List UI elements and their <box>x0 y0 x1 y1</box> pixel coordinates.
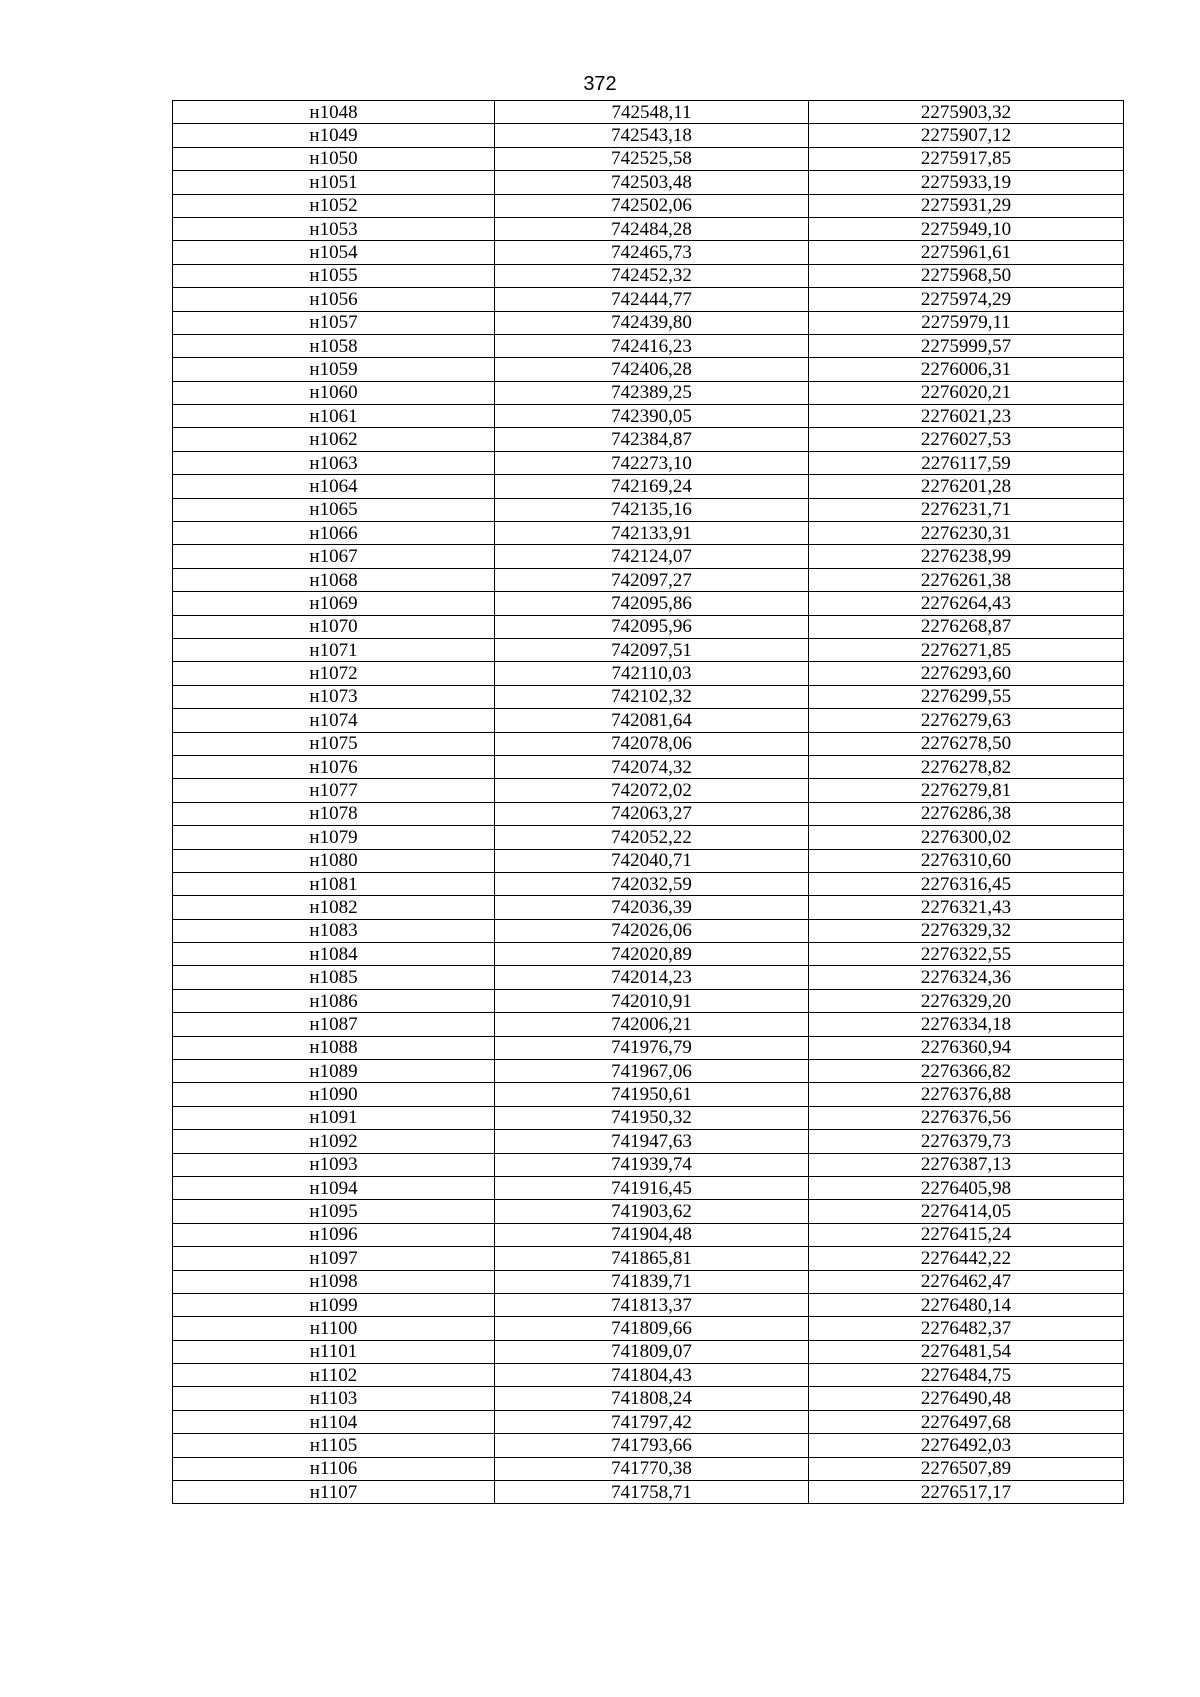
table-row <box>173 685 1124 708</box>
coordinates-table-body <box>173 101 1124 1504</box>
table-row <box>173 826 1124 849</box>
y-coordinate-cell: 2276484,75 <box>809 1364 1124 1387</box>
x-coordinate-cell: 742032,59 <box>495 872 809 895</box>
point-id-cell: н1058 <box>173 334 495 357</box>
table-row <box>173 451 1124 474</box>
x-coordinate-cell: 742502,06 <box>495 194 809 217</box>
table-row <box>173 1060 1124 1083</box>
x-coordinate-cell: 741947,63 <box>495 1130 809 1153</box>
x-coordinate-cell: 742036,39 <box>495 896 809 919</box>
table-row <box>173 405 1124 428</box>
table-row <box>173 919 1124 942</box>
point-id-cell: н1104 <box>173 1410 495 1433</box>
x-coordinate-cell: 742081,64 <box>495 709 809 732</box>
table-row <box>173 755 1124 778</box>
point-id-cell: н1103 <box>173 1387 495 1410</box>
x-coordinate-cell: 742072,02 <box>495 779 809 802</box>
y-coordinate-cell: 2276507,89 <box>809 1457 1124 1480</box>
point-id-cell: н1098 <box>173 1270 495 1293</box>
table-row <box>173 1153 1124 1176</box>
point-id-cell: н1089 <box>173 1060 495 1083</box>
x-coordinate-cell: 741809,66 <box>495 1317 809 1340</box>
point-id-cell: н1105 <box>173 1434 495 1457</box>
point-id-cell: н1074 <box>173 709 495 732</box>
point-id-cell: н1082 <box>173 896 495 919</box>
x-coordinate-cell: 742014,23 <box>495 966 809 989</box>
x-coordinate-cell: 742273,10 <box>495 451 809 474</box>
x-coordinate-cell: 742390,05 <box>495 405 809 428</box>
point-id-cell: н1087 <box>173 1013 495 1036</box>
point-id-cell: н1080 <box>173 849 495 872</box>
x-coordinate-cell: 742124,07 <box>495 545 809 568</box>
point-id-cell: н1078 <box>173 802 495 825</box>
x-coordinate-cell: 742503,48 <box>495 171 809 194</box>
y-coordinate-cell: 2276021,23 <box>809 405 1124 428</box>
y-coordinate-cell: 2276405,98 <box>809 1176 1124 1199</box>
y-coordinate-cell: 2276261,38 <box>809 568 1124 591</box>
table-row <box>173 147 1124 170</box>
y-coordinate-cell: 2276481,54 <box>809 1340 1124 1363</box>
x-coordinate-cell: 742020,89 <box>495 943 809 966</box>
table-row <box>173 264 1124 287</box>
table-row <box>173 1317 1124 1340</box>
point-id-cell: н1096 <box>173 1223 495 1246</box>
point-id-cell: н1088 <box>173 1036 495 1059</box>
point-id-cell: н1048 <box>173 101 495 124</box>
table-row <box>173 475 1124 498</box>
point-id-cell: н1067 <box>173 545 495 568</box>
point-id-cell: н1066 <box>173 522 495 545</box>
x-coordinate-cell: 742078,06 <box>495 732 809 755</box>
x-coordinate-cell: 741804,43 <box>495 1364 809 1387</box>
x-coordinate-cell: 742095,96 <box>495 615 809 638</box>
y-coordinate-cell: 2276376,56 <box>809 1106 1124 1129</box>
y-coordinate-cell: 2276278,82 <box>809 755 1124 778</box>
table-row <box>173 709 1124 732</box>
y-coordinate-cell: 2275999,57 <box>809 334 1124 357</box>
table-row <box>173 849 1124 872</box>
table-row <box>173 545 1124 568</box>
point-id-cell: н1056 <box>173 288 495 311</box>
table-row <box>173 1176 1124 1199</box>
table-row <box>173 522 1124 545</box>
y-coordinate-cell: 2276006,31 <box>809 358 1124 381</box>
x-coordinate-cell: 742006,21 <box>495 1013 809 1036</box>
page-number: 372 <box>583 73 617 95</box>
point-id-cell: н1064 <box>173 475 495 498</box>
table-row <box>173 1434 1124 1457</box>
x-coordinate-cell: 742110,03 <box>495 662 809 685</box>
y-coordinate-cell: 2276316,45 <box>809 872 1124 895</box>
x-coordinate-cell: 742169,24 <box>495 475 809 498</box>
y-coordinate-cell: 2276231,71 <box>809 498 1124 521</box>
y-coordinate-cell: 2276490,48 <box>809 1387 1124 1410</box>
table-row <box>173 989 1124 1012</box>
y-coordinate-cell: 2276482,37 <box>809 1317 1124 1340</box>
point-id-cell: н1092 <box>173 1130 495 1153</box>
table-row <box>173 1106 1124 1129</box>
point-id-cell: н1060 <box>173 381 495 404</box>
x-coordinate-cell: 742444,77 <box>495 288 809 311</box>
y-coordinate-cell: 2275903,32 <box>809 101 1124 124</box>
y-coordinate-cell: 2276264,43 <box>809 592 1124 615</box>
x-coordinate-cell: 742102,32 <box>495 685 809 708</box>
y-coordinate-cell: 2276366,82 <box>809 1060 1124 1083</box>
point-id-cell: н1070 <box>173 615 495 638</box>
x-coordinate-cell: 742097,51 <box>495 638 809 661</box>
y-coordinate-cell: 2276230,31 <box>809 522 1124 545</box>
table-row <box>173 1364 1124 1387</box>
table-row <box>173 592 1124 615</box>
table-row <box>173 381 1124 404</box>
table-row <box>173 872 1124 895</box>
table-row <box>173 779 1124 802</box>
table-row <box>173 1200 1124 1223</box>
x-coordinate-cell: 741797,42 <box>495 1410 809 1433</box>
x-coordinate-cell: 742439,80 <box>495 311 809 334</box>
table-row <box>173 498 1124 521</box>
point-id-cell: н1106 <box>173 1457 495 1480</box>
x-coordinate-cell: 741976,79 <box>495 1036 809 1059</box>
table-row <box>173 1340 1124 1363</box>
y-coordinate-cell: 2276414,05 <box>809 1200 1124 1223</box>
table-row <box>173 194 1124 217</box>
x-coordinate-cell: 741903,62 <box>495 1200 809 1223</box>
x-coordinate-cell: 742548,11 <box>495 101 809 124</box>
table-row <box>173 171 1124 194</box>
y-coordinate-cell: 2276334,18 <box>809 1013 1124 1036</box>
y-coordinate-cell: 2275917,85 <box>809 147 1124 170</box>
y-coordinate-cell: 2276279,81 <box>809 779 1124 802</box>
point-id-cell: н1107 <box>173 1481 495 1504</box>
point-id-cell: н1069 <box>173 592 495 615</box>
y-coordinate-cell: 2276415,24 <box>809 1223 1124 1246</box>
point-id-cell: н1097 <box>173 1247 495 1270</box>
point-id-cell: н1075 <box>173 732 495 755</box>
point-id-cell: н1063 <box>173 451 495 474</box>
y-coordinate-cell: 2276497,68 <box>809 1410 1124 1433</box>
y-coordinate-cell: 2276387,13 <box>809 1153 1124 1176</box>
point-id-cell: н1051 <box>173 171 495 194</box>
y-coordinate-cell: 2275907,12 <box>809 124 1124 147</box>
point-id-cell: н1090 <box>173 1083 495 1106</box>
y-coordinate-cell: 2276329,20 <box>809 989 1124 1012</box>
x-coordinate-cell: 741916,45 <box>495 1176 809 1199</box>
table-row <box>173 896 1124 919</box>
x-coordinate-cell: 742095,86 <box>495 592 809 615</box>
y-coordinate-cell: 2275931,29 <box>809 194 1124 217</box>
table-row <box>173 1293 1124 1316</box>
y-coordinate-cell: 2276462,47 <box>809 1270 1124 1293</box>
y-coordinate-cell: 2276293,60 <box>809 662 1124 685</box>
table-row <box>173 732 1124 755</box>
x-coordinate-cell: 742465,73 <box>495 241 809 264</box>
table-row <box>173 101 1124 124</box>
y-coordinate-cell: 2276329,32 <box>809 919 1124 942</box>
table-row <box>173 943 1124 966</box>
table-row <box>173 241 1124 264</box>
point-id-cell: н1068 <box>173 568 495 591</box>
point-id-cell: н1059 <box>173 358 495 381</box>
x-coordinate-cell: 741793,66 <box>495 1434 809 1457</box>
y-coordinate-cell: 2276517,17 <box>809 1481 1124 1504</box>
point-id-cell: н1057 <box>173 311 495 334</box>
point-id-cell: н1084 <box>173 943 495 966</box>
table-row <box>173 1457 1124 1480</box>
x-coordinate-cell: 741758,71 <box>495 1481 809 1504</box>
x-coordinate-cell: 741770,38 <box>495 1457 809 1480</box>
x-coordinate-cell: 741809,07 <box>495 1340 809 1363</box>
y-coordinate-cell: 2276278,50 <box>809 732 1124 755</box>
x-coordinate-cell: 742543,18 <box>495 124 809 147</box>
point-id-cell: н1076 <box>173 755 495 778</box>
y-coordinate-cell: 2276480,14 <box>809 1293 1124 1316</box>
x-coordinate-cell: 742135,16 <box>495 498 809 521</box>
table-row <box>173 1410 1124 1433</box>
table-row <box>173 1083 1124 1106</box>
y-coordinate-cell: 2276442,22 <box>809 1247 1124 1270</box>
point-id-cell: н1071 <box>173 638 495 661</box>
table-row <box>173 334 1124 357</box>
x-coordinate-cell: 742389,25 <box>495 381 809 404</box>
point-id-cell: н1053 <box>173 217 495 240</box>
y-coordinate-cell: 2275974,29 <box>809 288 1124 311</box>
coordinates-table <box>172 100 1124 1504</box>
point-id-cell: н1054 <box>173 241 495 264</box>
x-coordinate-cell: 741839,71 <box>495 1270 809 1293</box>
y-coordinate-cell: 2276027,53 <box>809 428 1124 451</box>
table-row <box>173 124 1124 147</box>
point-id-cell: н1061 <box>173 405 495 428</box>
point-id-cell: н1100 <box>173 1317 495 1340</box>
point-id-cell: н1073 <box>173 685 495 708</box>
point-id-cell: н1052 <box>173 194 495 217</box>
x-coordinate-cell: 742452,32 <box>495 264 809 287</box>
x-coordinate-cell: 742026,06 <box>495 919 809 942</box>
x-coordinate-cell: 742063,27 <box>495 802 809 825</box>
point-id-cell: н1077 <box>173 779 495 802</box>
y-coordinate-cell: 2275968,50 <box>809 264 1124 287</box>
x-coordinate-cell: 742484,28 <box>495 217 809 240</box>
x-coordinate-cell: 741865,81 <box>495 1247 809 1270</box>
point-id-cell: н1083 <box>173 919 495 942</box>
x-coordinate-cell: 741939,74 <box>495 1153 809 1176</box>
y-coordinate-cell: 2276286,38 <box>809 802 1124 825</box>
y-coordinate-cell: 2276268,87 <box>809 615 1124 638</box>
point-id-cell: н1095 <box>173 1200 495 1223</box>
x-coordinate-cell: 742406,28 <box>495 358 809 381</box>
table-row <box>173 428 1124 451</box>
x-coordinate-cell: 741950,32 <box>495 1106 809 1129</box>
y-coordinate-cell: 2276279,63 <box>809 709 1124 732</box>
y-coordinate-cell: 2276322,55 <box>809 943 1124 966</box>
point-id-cell: н1101 <box>173 1340 495 1363</box>
y-coordinate-cell: 2275961,61 <box>809 241 1124 264</box>
point-id-cell: н1085 <box>173 966 495 989</box>
x-coordinate-cell: 742074,32 <box>495 755 809 778</box>
y-coordinate-cell: 2276376,88 <box>809 1083 1124 1106</box>
point-id-cell: н1102 <box>173 1364 495 1387</box>
y-coordinate-cell: 2276117,59 <box>809 451 1124 474</box>
x-coordinate-cell: 742525,58 <box>495 147 809 170</box>
point-id-cell: н1079 <box>173 826 495 849</box>
y-coordinate-cell: 2276324,36 <box>809 966 1124 989</box>
y-coordinate-cell: 2276238,99 <box>809 545 1124 568</box>
table-row <box>173 1130 1124 1153</box>
point-id-cell: н1055 <box>173 264 495 287</box>
x-coordinate-cell: 741967,06 <box>495 1060 809 1083</box>
table-row <box>173 638 1124 661</box>
table-row <box>173 1270 1124 1293</box>
table-row <box>173 1013 1124 1036</box>
y-coordinate-cell: 2276271,85 <box>809 638 1124 661</box>
table-row <box>173 1223 1124 1246</box>
point-id-cell: н1091 <box>173 1106 495 1129</box>
y-coordinate-cell: 2276492,03 <box>809 1434 1124 1457</box>
y-coordinate-cell: 2276201,28 <box>809 475 1124 498</box>
y-coordinate-cell: 2276300,02 <box>809 826 1124 849</box>
table-row <box>173 615 1124 638</box>
x-coordinate-cell: 741808,24 <box>495 1387 809 1410</box>
table-row <box>173 288 1124 311</box>
x-coordinate-cell: 742416,23 <box>495 334 809 357</box>
y-coordinate-cell: 2275933,19 <box>809 171 1124 194</box>
point-id-cell: н1081 <box>173 872 495 895</box>
y-coordinate-cell: 2276321,43 <box>809 896 1124 919</box>
x-coordinate-cell: 741950,61 <box>495 1083 809 1106</box>
y-coordinate-cell: 2275949,10 <box>809 217 1124 240</box>
point-id-cell: н1099 <box>173 1293 495 1316</box>
x-coordinate-cell: 742040,71 <box>495 849 809 872</box>
point-id-cell: н1065 <box>173 498 495 521</box>
y-coordinate-cell: 2275979,11 <box>809 311 1124 334</box>
point-id-cell: н1049 <box>173 124 495 147</box>
y-coordinate-cell: 2276299,55 <box>809 685 1124 708</box>
table-row <box>173 217 1124 240</box>
table-row <box>173 1481 1124 1504</box>
point-id-cell: н1072 <box>173 662 495 685</box>
table-row <box>173 1247 1124 1270</box>
y-coordinate-cell: 2276310,60 <box>809 849 1124 872</box>
table-row <box>173 802 1124 825</box>
x-coordinate-cell: 741813,37 <box>495 1293 809 1316</box>
table-row <box>173 311 1124 334</box>
y-coordinate-cell: 2276360,94 <box>809 1036 1124 1059</box>
point-id-cell: н1093 <box>173 1153 495 1176</box>
point-id-cell: н1086 <box>173 989 495 1012</box>
point-id-cell: н1050 <box>173 147 495 170</box>
x-coordinate-cell: 742384,87 <box>495 428 809 451</box>
table-row <box>173 1036 1124 1059</box>
point-id-cell: н1062 <box>173 428 495 451</box>
table-row <box>173 966 1124 989</box>
table-row <box>173 662 1124 685</box>
x-coordinate-cell: 742097,27 <box>495 568 809 591</box>
table-row <box>173 358 1124 381</box>
point-id-cell: н1094 <box>173 1176 495 1199</box>
x-coordinate-cell: 742052,22 <box>495 826 809 849</box>
y-coordinate-cell: 2276379,73 <box>809 1130 1124 1153</box>
table-row <box>173 1387 1124 1410</box>
table-row <box>173 568 1124 591</box>
x-coordinate-cell: 742010,91 <box>495 989 809 1012</box>
y-coordinate-cell: 2276020,21 <box>809 381 1124 404</box>
x-coordinate-cell: 742133,91 <box>495 522 809 545</box>
x-coordinate-cell: 741904,48 <box>495 1223 809 1246</box>
